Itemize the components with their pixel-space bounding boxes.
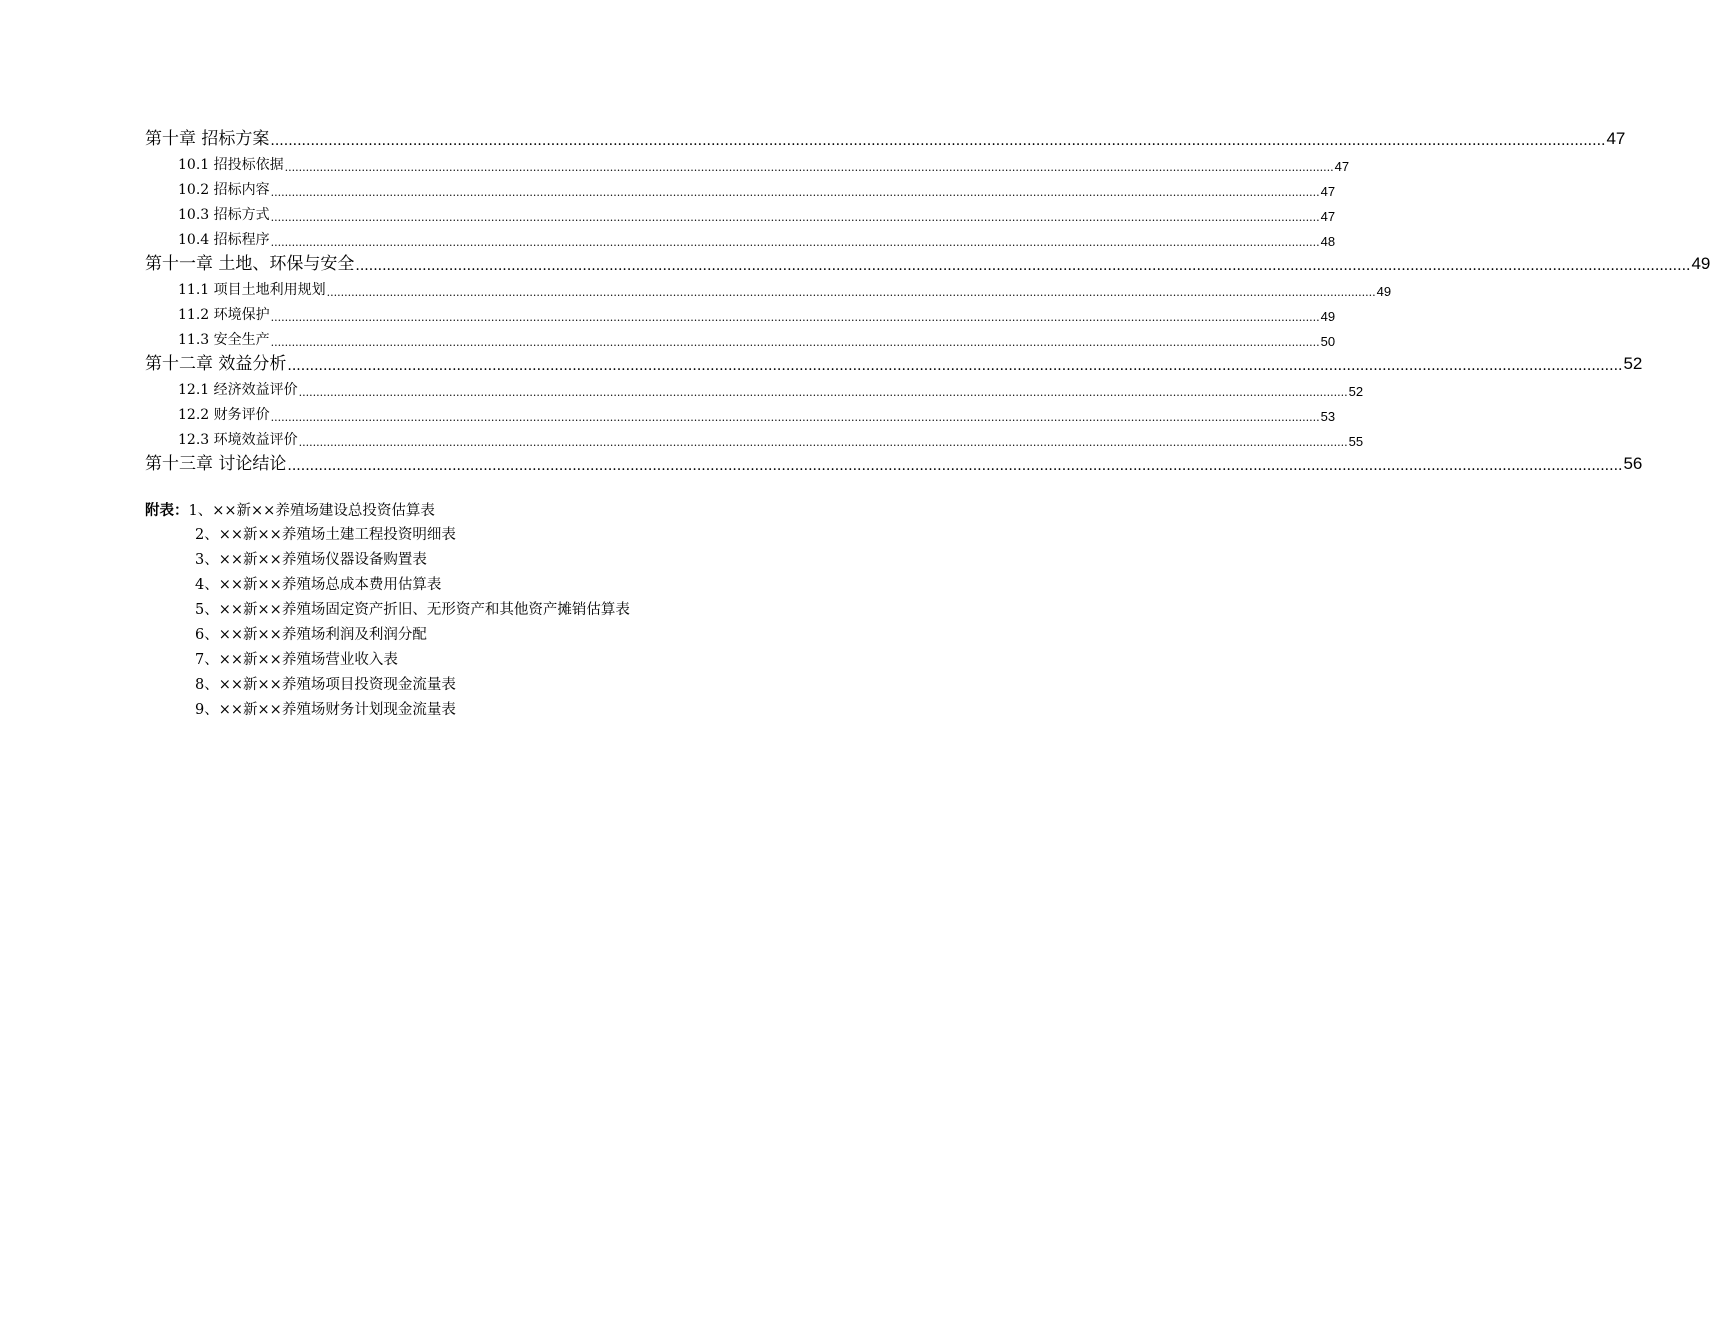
toc-page-number: 47 — [1320, 209, 1336, 224]
toc-page-number: 49 — [1376, 284, 1392, 299]
appendix-item-text: 8、××新××养殖场项目投资现金流量表 — [195, 677, 456, 693]
dot-leader: ............................................................................................................................................................................................................................................................................................................ — [270, 336, 1320, 349]
table-of-contents — [145, 124, 1710, 474]
dot-leader: ............................................................................................................................................................................................................................................................................................................ — [326, 286, 1376, 299]
appendix-item-text: 1、××新××养殖场建设总投资估算表 — [188, 503, 435, 519]
toc-chapter-13[interactable] — [145, 449, 1643, 474]
toc-title: 12.3 环境效益评价 — [178, 432, 298, 448]
dot-leader: ............................................................................................................................................................................................................................................................................................................ — [287, 358, 1623, 374]
dot-leader: ............................................................................................................................................................................................................................................................................................................ — [270, 236, 1320, 249]
toc-section-12-1[interactable] — [145, 374, 1364, 399]
dot-leader: ............................................................................................................................................................................................................................................................................................................ — [298, 436, 1348, 449]
toc-section-12-3[interactable] — [145, 424, 1364, 449]
appendix-item-text: 4、××新××养殖场总成本费用估算表 — [195, 577, 442, 593]
dot-leader: ............................................................................................................................................................................................................................................................................................................ — [298, 386, 1348, 399]
appendix-item — [145, 498, 630, 523]
dot-leader: ............................................................................................................................................................................................................................................................................................................ — [287, 458, 1623, 474]
dot-leader: ............................................................................................................................................................................................................................................................................................................ — [270, 411, 1320, 424]
appendix-item-text: 3、××新××养殖场仪器设备购置表 — [195, 552, 427, 568]
toc-section-11-2[interactable] — [145, 299, 1336, 324]
appendix-item — [145, 623, 630, 648]
appendix-item — [145, 548, 630, 573]
toc-title: 第十一章 土地、环保与安全 — [145, 254, 355, 274]
toc-title: 10.2 招标内容 — [178, 182, 270, 198]
appendix-list — [145, 498, 630, 723]
toc-page-number: 50 — [1320, 334, 1336, 349]
toc-section-10-3[interactable] — [145, 199, 1336, 224]
appendix-item — [145, 573, 630, 598]
toc-chapter-12[interactable] — [145, 349, 1643, 374]
dot-leader: ............................................................................................................................................................................................................................................................................................................ — [270, 211, 1320, 224]
appendix-item-text: 9、××新××养殖场财务计划现金流量表 — [195, 702, 456, 718]
toc-title: 11.1 项目土地利用规划 — [178, 282, 326, 298]
toc-title: 11.2 环境保护 — [178, 307, 270, 323]
dot-leader: ............................................................................................................................................................................................................................................................................................................ — [270, 311, 1320, 324]
appendix-label: 附表： — [145, 502, 189, 519]
toc-chapter-11[interactable] — [145, 249, 1710, 274]
toc-title: 10.1 招投标依据 — [178, 157, 284, 173]
toc-page-number: 52 — [1348, 384, 1364, 399]
toc-title: 10.3 招标方式 — [178, 207, 270, 223]
toc-title: 12.1 经济效益评价 — [178, 382, 298, 398]
toc-title: 10.4 招标程序 — [178, 232, 270, 248]
toc-section-11-3[interactable] — [145, 324, 1336, 349]
dot-leader: ............................................................................................................................................................................................................................................................................................................ — [270, 133, 1606, 149]
toc-section-12-2[interactable] — [145, 399, 1336, 424]
appendix-item — [145, 598, 630, 623]
toc-title: 12.2 财务评价 — [178, 407, 270, 423]
toc-page-number: 47 — [1334, 159, 1350, 174]
toc-title: 11.3 安全生产 — [178, 332, 270, 348]
toc-chapter-10[interactable] — [145, 124, 1626, 149]
toc-section-10-2[interactable] — [145, 174, 1336, 199]
appendix-item-text: 2、××新××养殖场土建工程投资明细表 — [195, 527, 456, 543]
appendix-item-text: 7、××新××养殖场营业收入表 — [195, 652, 398, 668]
toc-title: 第十章 招标方案 — [145, 129, 270, 149]
toc-title: 第十二章 效益分析 — [145, 354, 287, 374]
toc-page-number: 47 — [1320, 184, 1336, 199]
appendix-item-text: 6、××新××养殖场利润及利润分配 — [195, 627, 427, 643]
appendix-item-text: 5、××新××养殖场固定资产折旧、无形资产和其他资产摊销估算表 — [195, 602, 630, 618]
appendix-item — [145, 673, 630, 698]
toc-page-number: 49 — [1320, 309, 1336, 324]
toc-page-number: 49 — [1691, 254, 1710, 273]
toc-page-number: 52 — [1623, 354, 1643, 373]
toc-page-number: 47 — [1606, 129, 1626, 148]
dot-leader: ............................................................................................................................................................................................................................................................................................................ — [355, 258, 1691, 274]
toc-page-number: 53 — [1320, 409, 1336, 424]
toc-section-11-1[interactable] — [145, 274, 1392, 299]
toc-page-number: 56 — [1623, 454, 1643, 473]
toc-page-number: 48 — [1320, 234, 1336, 249]
toc-title: 第十三章 讨论结论 — [145, 454, 287, 474]
appendix-item — [145, 648, 630, 673]
appendix-item — [145, 698, 630, 723]
dot-leader: ............................................................................................................................................................................................................................................................................................................ — [284, 161, 1334, 174]
toc-section-10-1[interactable] — [145, 149, 1350, 174]
appendix-item — [145, 523, 630, 548]
dot-leader: ............................................................................................................................................................................................................................................................................................................ — [270, 186, 1320, 199]
toc-section-10-4[interactable] — [145, 224, 1336, 249]
toc-page-number: 55 — [1348, 434, 1364, 449]
